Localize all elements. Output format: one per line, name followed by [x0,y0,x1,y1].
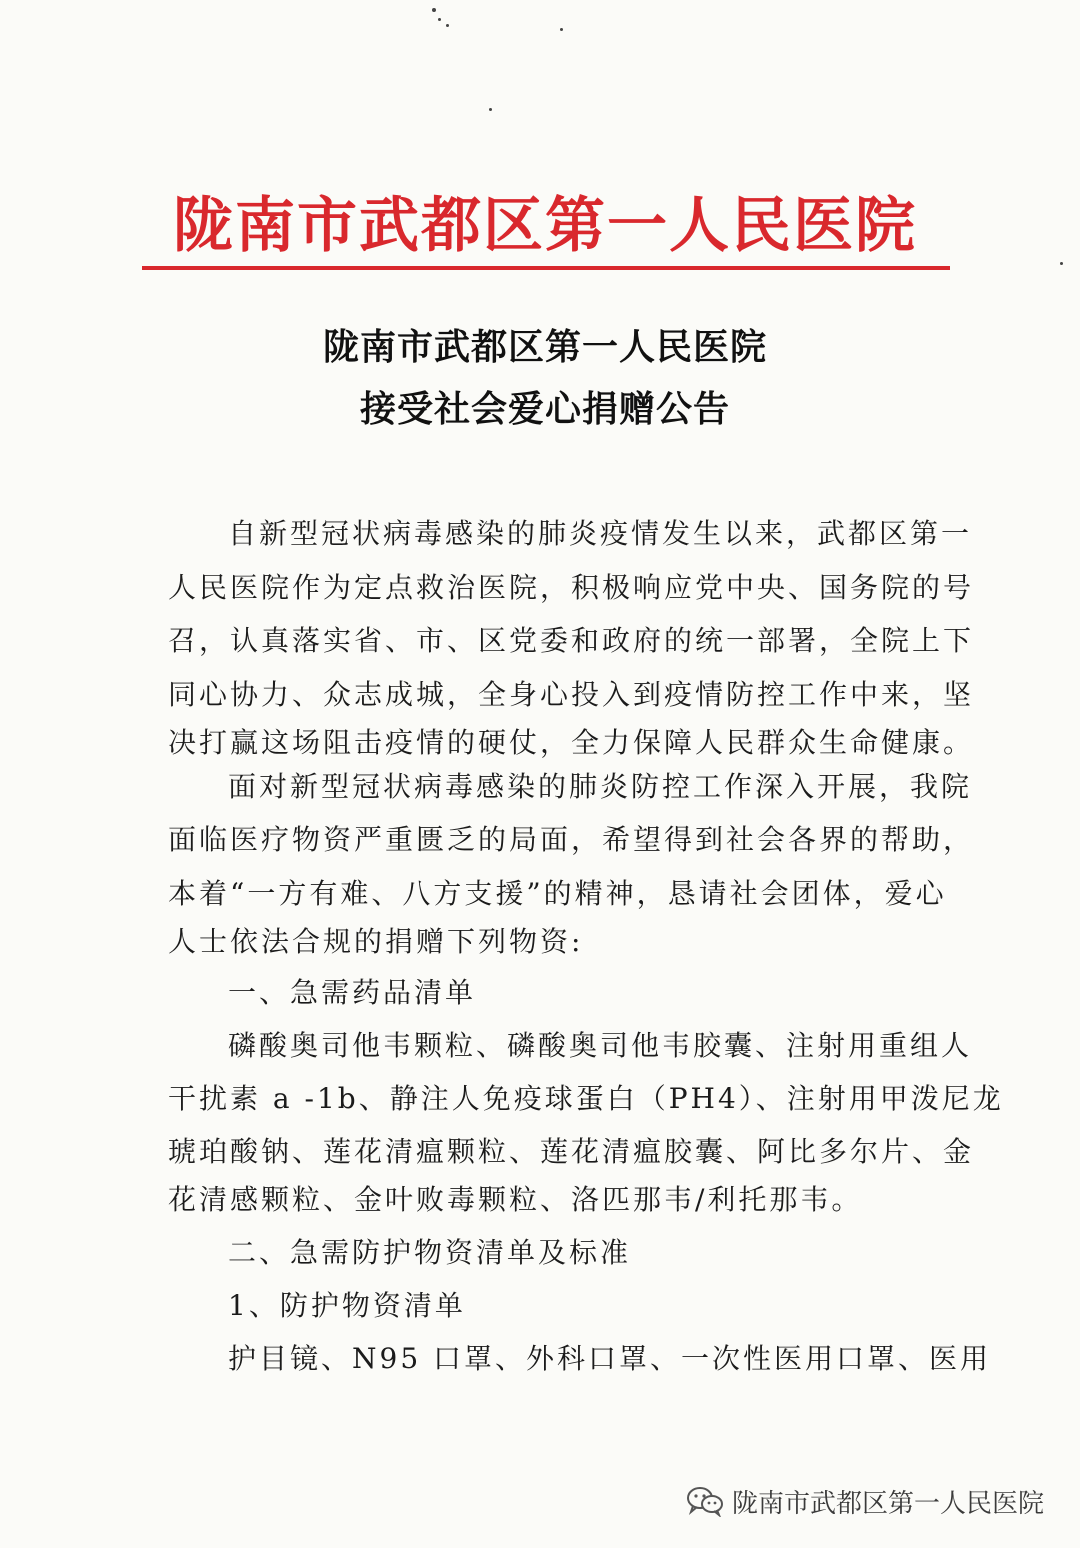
body-line: 面临医疗物资严重匮乏的局面，希望得到社会各界的帮助， [168,823,975,856]
scan-speck [432,8,436,12]
body-line: 琥珀酸钠、莲花清瘟颗粒、莲花清瘟胶囊、阿比多尔片、金 [168,1135,975,1168]
document-title-line-1: 陇南市武都区第一人民医院 [322,326,767,368]
body-line: 决打赢这场阻击疫情的硬仗，全力保障人民群众生命健康。 [168,726,975,759]
body-line: 人士依法合规的捐赠下列物资: [168,925,584,958]
scan-speck [1060,262,1063,265]
section-heading-medicines: 一、急需药品清单 [228,976,477,1009]
body-line: 自新型冠状病毒感染的肺炎疫情发生以来，武都区第一 [228,517,973,550]
body-line: 召，认真落实省、市、区党委和政府的统一部署，全院上下 [168,624,975,657]
scan-speck [489,108,492,111]
body-line: 磷酸奥司他韦颗粒、磷酸奥司他韦胶囊、注射用重组人 [228,1029,973,1062]
document-title-line-2: 接受社会爱心捐赠公告 [359,388,730,430]
scan-speck [446,24,449,27]
body-line: 面对新型冠状病毒感染的肺炎防控工作深入开展，我院 [228,770,973,803]
body-line: 同心协力、众志成城，全身心投入到疫情防控工作中来，坚 [168,678,975,711]
body-line: 护目镜、N95 口罩、外科口罩、一次性医用口罩、医用 [228,1342,992,1375]
section-heading-protective-supplies: 二、急需防护物资清单及标准 [228,1236,632,1269]
body-line: 本着“一方有难、八方支援”的精神，恳请社会团体，爱心 [168,877,947,910]
scan-speck [560,28,563,31]
letterhead-red-rule [142,266,950,270]
body-line: 干扰素 a -1b、静注人免疫球蛋白（PH4）、注射用甲泼尼龙 [168,1082,1004,1115]
body-line: 人民医院作为定点救治医院，积极响应党中央、国务院的号 [168,571,975,604]
watermark-text: 陇南市武都区第一人民医院 [731,1488,1044,1519]
wechat-icon [686,1485,724,1517]
watermark [686,1480,1044,1522]
scan-speck [438,18,441,21]
body-line: 花清感颗粒、金叶败毒颗粒、洛匹那韦/利托那韦。 [168,1183,863,1216]
letterhead-org-name: 陇南市武都区第一人民医院 [173,191,917,261]
subsection-heading-supply-list: 1、防护物资清单 [228,1289,466,1322]
